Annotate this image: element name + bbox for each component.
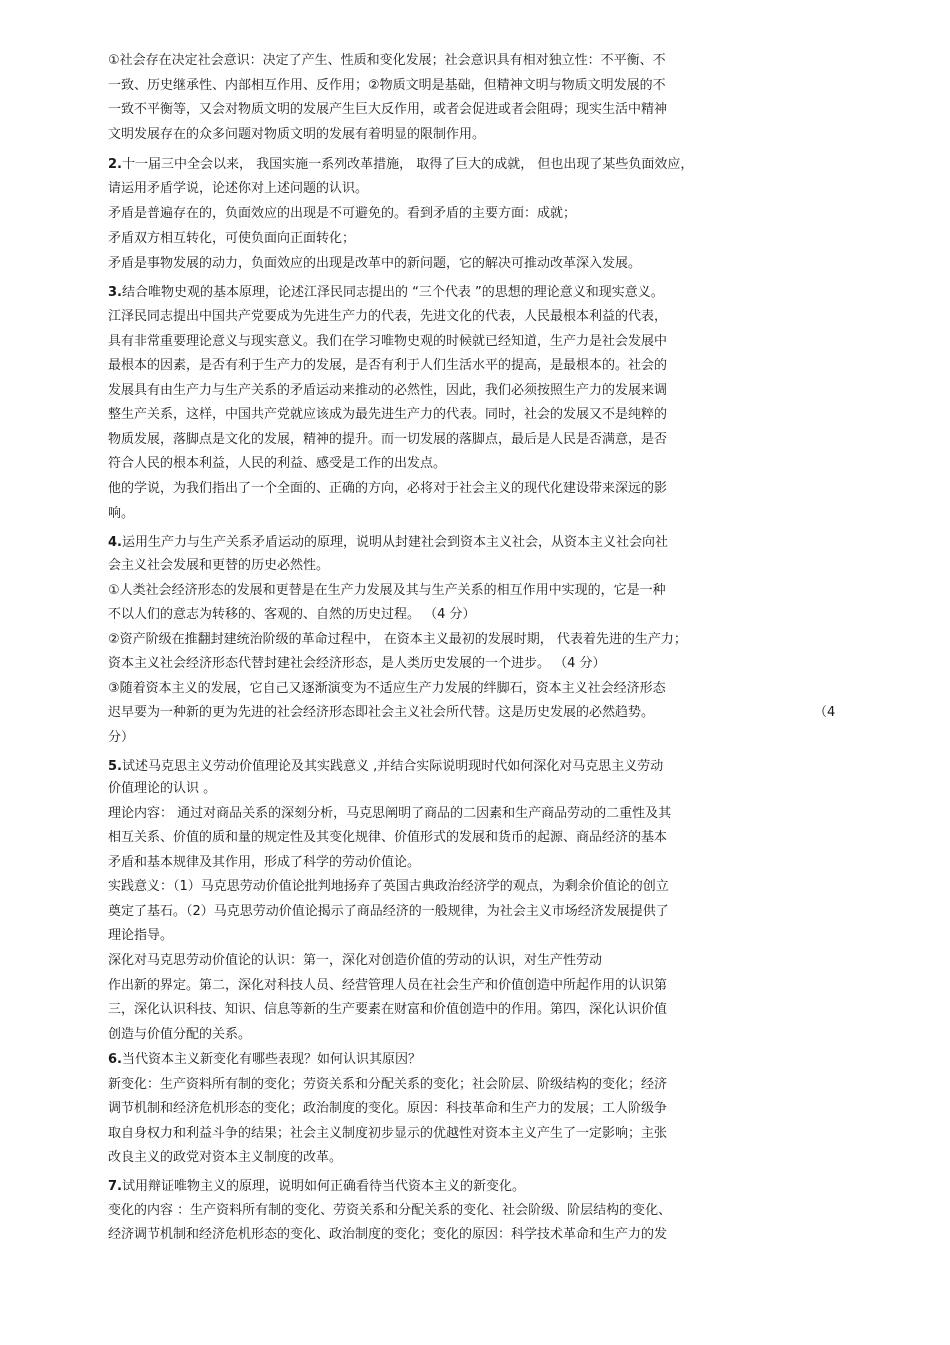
- question-text: 运用生产力与生产关系矛盾运动的原理，说明从封建社会到资本主义社会，从资本主义社会向社: [121, 535, 668, 550]
- question-7: [108, 1175, 525, 1199]
- question-text: 试用辩证唯物主义的原理，说明如何正确看待当代资本主义的新变化。: [121, 1179, 525, 1194]
- text-line: 符合人民的根本利益，人民的利益、感受是工作的出发点。: [108, 456, 447, 471]
- question-number: 5.: [108, 759, 122, 774]
- text-line: 不以人们的意志为转移的、客观的、自然的历史过程。 （4 分）: [108, 607, 476, 622]
- text-line: 资本主义社会经济形态代替封建社会经济形态，是人类历史发展的一个进步。 （4 分）: [108, 656, 606, 671]
- text-line: 深化对马克思劳动价值论的认识：第一，深化对创造价值的劳动的认识，对生产性劳动: [108, 953, 603, 968]
- text-line: 整生产关系，这样，中国共产党就应该成为最先进生产力的代表。同时，社会的发展又不是纯粹的: [108, 407, 668, 422]
- question-number: 7.: [108, 1179, 122, 1194]
- question-number: 6.: [108, 1052, 122, 1067]
- text-line: 新变化：生产资料所有制的变化；劳资关系和分配关系的变化；社会阶层、阶级结构的变化；经济: [108, 1077, 668, 1092]
- text-line: 作出新的界定。第二，深化对科技人员、经营管理人员在社会生产和价值创造中所起作用的认识第: [108, 978, 668, 993]
- text-line: 理论指导。: [108, 928, 174, 943]
- text-line: 实践意义：（1）马克思劳动价值论批判地扬弃了英国古典政治经济学的观点，为剩余价值论的创立: [108, 879, 669, 894]
- score-note: （4: [814, 705, 836, 720]
- text-line: 最根本的因素，是否有利于生产力的发展，是否有利于人们生活水平的提高，是最根本的。社会的: [108, 358, 668, 373]
- question-6: [108, 1048, 421, 1072]
- text-line: ②资产阶级在推翻封建统治阶级的革命过程中， 在资本主义最初的发展时期， 代表着先进的生产力；: [108, 632, 687, 647]
- question-number: 4.: [108, 535, 122, 550]
- text-line: 矛盾是事物发展的动力，负面效应的出现是改革中的新问题，它的解决可推动改革深入发展。: [108, 256, 642, 271]
- question-text: 当代资本主义新变化有哪些表现？如何认识其原因？: [121, 1052, 421, 1067]
- text-line: 他的学说，为我们指出了一个全面的、正确的方向，必将对于社会主义的现代化建设带来深远的影: [108, 481, 668, 496]
- question-text: 试述马克思主义劳动价值理论及其实践意义 ,并结合实际说明现时代如何深化对马克思主义劳动: [121, 759, 664, 774]
- text-line: 取自身权力和利益斗争的结果；社会主义制度初步显示的优越性对资本主义产生了一定影响；主张: [108, 1126, 668, 1141]
- text-line: 响。: [108, 506, 135, 521]
- question-3: [108, 281, 664, 305]
- text-line: 价值理论的认识 。: [108, 781, 217, 796]
- text-line: 理论内容： 通过对商品关系的深刻分析，马克思阐明了商品的二因素和生产商品劳动的二重性及其: [108, 806, 672, 821]
- question-4: [108, 531, 668, 555]
- text-line: ①人类社会经济形态的发展和更替是在生产力发展及其与生产关系的相互作用中实现的，它是一种: [108, 583, 666, 598]
- text-line: 矛盾和基本规律及其作用，形成了科学的劳动价值论。: [108, 855, 421, 870]
- text-line: 变化的内容 ：生产资料所有制的变化、劳资关系和分配关系的变化、社会阶级、阶层结构的变化、: [108, 1203, 672, 1218]
- question-2: [108, 153, 693, 177]
- text-line: 请运用矛盾学说，论述你对上述问题的认识。: [108, 181, 369, 196]
- text-line: 三，深化认识科技、知识、信息等新的生产要素在财富和价值创造中的作用。第四，深化认识价值: [108, 1002, 668, 1017]
- text-line: 创造与价值分配的关系。: [108, 1027, 252, 1042]
- text-line: 发展具有由生产力与生产关系的矛盾运动来推动的必然性，因此，我们必须按照生产力的发展来调: [108, 383, 668, 398]
- text-line: 迟早要为一种新的更为先进的社会经济形态即社会主义社会所代替。这是历史发展的必然趋势。: [108, 705, 655, 720]
- question-5: [108, 755, 663, 779]
- text-line: 一致、历史继承性、内部相互作用、反作用；②物质文明是基础，但精神文明与物质文明发展的不: [108, 78, 666, 93]
- text-line: ①社会存在决定社会意识：决定了产生、性质和变化发展；社会意识具有相对独立性：不平衡、不: [108, 53, 666, 68]
- text-line: 分）: [108, 730, 135, 745]
- text-line: 物质发展，落脚点是文化的发展，精神的提升。而一切发展的落脚点，最后是人民是否满意，是否: [108, 432, 668, 447]
- text-line: 经济调节机制和经济危机形态的变化、政治制度的变化；变化的原因：科学技术革命和生产力的发: [108, 1227, 668, 1242]
- text-line: 文明发展存在的众多问题对物质文明的发展有着明显的限制作用。: [108, 127, 486, 142]
- text-line: ③随着资本主义的发展，它自己又逐渐演变为不适应生产力发展的绊脚石，资本主义社会经济形态: [108, 681, 666, 696]
- text-line: 奠定了基石。（2）马克思劳动价值论揭示了商品经济的一般规律，为社会主义市场经济发展提供了: [108, 904, 669, 919]
- question-text: 结合唯物史观的基本原理，论述江泽民同志提出的 “三个代表 ”的思想的理论意义和现实意义。: [121, 285, 664, 300]
- text-line: 改良主义的政党对资本主义制度的改革。: [108, 1150, 343, 1165]
- question-text: 十一届三中全会以来， 我国实施一系列改革措施， 取得了巨大的成就， 但也出现了某些负面效应，: [121, 157, 694, 172]
- text-line: 江泽民同志提出中国共产党要成为先进生产力的代表，先进文化的代表，人民最根本利益的代表，: [108, 309, 668, 324]
- text-line: 矛盾双方相互转化，可使负面向正面转化；: [108, 231, 356, 246]
- text-line: 具有非常重要理论意义与现实意义。我们在学习唯物史观的时候就已经知道，生产力是社会发展中: [108, 334, 668, 349]
- question-number: 2.: [108, 157, 122, 172]
- question-number: 3.: [108, 285, 122, 300]
- text-line: 会主义社会发展和更替的历史必然性。: [108, 558, 330, 573]
- text-line: 矛盾是普遍存在的，负面效应的出现是不可避免的。看到矛盾的主要方面：成就；: [108, 206, 577, 221]
- text-line: 调节机制和经济危机形态的变化；政治制度的变化。原因：科技革命和生产力的发展；工人阶级争: [108, 1101, 668, 1116]
- text-line: 相互关系、价值的质和量的规定性及其变化规律、价值形式的发展和货币的起源、商品经济的基本: [108, 830, 668, 845]
- text-line: 一致不平衡等，又会对物质文明的发展产生巨大反作用，或者会促进或者会阻碍；现实生活中精神: [108, 102, 668, 117]
